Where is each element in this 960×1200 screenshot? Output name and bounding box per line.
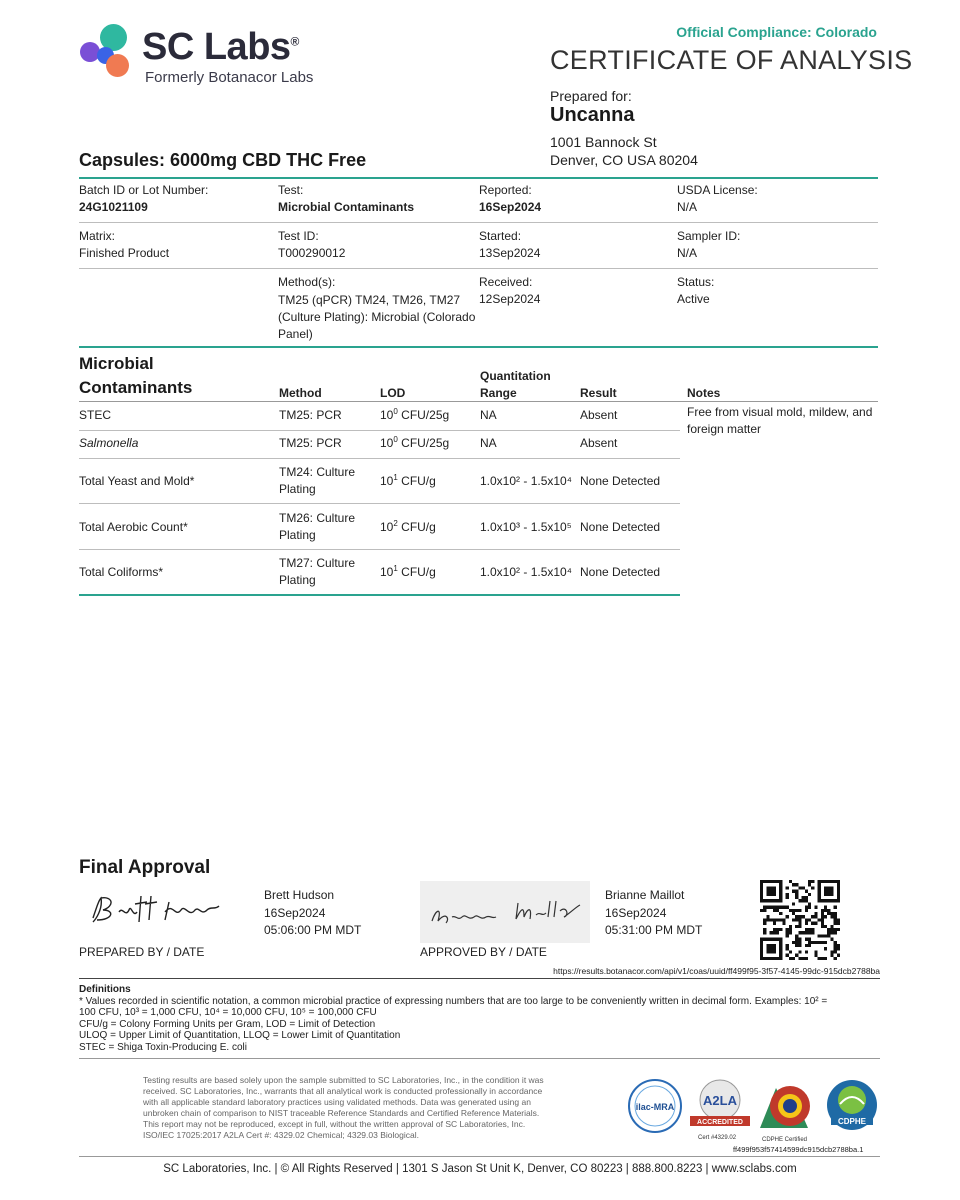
table-row-divider: [79, 458, 680, 459]
table-row-result: None Detected: [580, 520, 661, 534]
table-row-lod: $10^0$ CFU/25g: [380, 435, 450, 450]
table-row-result: Absent: [580, 436, 618, 450]
product-name: Capsules: 6000mg CBD THC Free: [79, 150, 367, 170]
col-header-lod: LOD: [380, 386, 406, 400]
col-header-method: Method: [279, 386, 322, 400]
footer-divider: [79, 1156, 880, 1157]
received-value: 12Sep2024: [479, 292, 541, 306]
approver-caption: APPROVED BY / DATE: [420, 945, 547, 959]
method-label: Method(s):: [278, 275, 336, 289]
preparer-time: 05:06:00 PM MDT: [264, 923, 362, 937]
table-row-lod: $10^1$ CFU/g: [380, 564, 436, 579]
cdphe-caption: CDPHE Certified: [762, 1137, 808, 1143]
sampler-value: N/A: [677, 246, 698, 260]
info-divider-1: [79, 222, 878, 223]
sampler-label: Sampler ID:: [677, 229, 741, 243]
preparer-caption: PREPARED BY / DATE: [79, 945, 205, 959]
table-row-lod: $10^0$ CFU/25g: [380, 407, 450, 422]
approver-date: 16Sep2024: [605, 906, 667, 920]
preparer-signature: [85, 888, 235, 933]
compliance-label: Official Compliance: Colorado: [676, 24, 877, 40]
status-value: Active: [677, 292, 710, 306]
prepared-for-label: Prepared for:: [550, 88, 632, 104]
received-label: Received:: [479, 275, 533, 289]
table-row-divider: [79, 549, 680, 550]
approver-signature: [420, 881, 590, 943]
document-title: CERTIFICATE OF ANALYSIS: [550, 45, 913, 75]
table-row-lod: $10^1$ CFU/g: [380, 473, 436, 488]
preparer-date: 16Sep2024: [264, 906, 326, 920]
table-row-range: NA: [480, 436, 497, 450]
table-row-divider: [79, 430, 680, 431]
verification-url[interactable]: https://results.botanacor.com/api/v1/coas/uuid/ff499f95-3f57-4145-99dc-915dcb2788ba: [553, 966, 880, 976]
sc-labs-logo-mark: [80, 24, 132, 76]
client-address-line-1: 1001 Bannock St: [550, 134, 657, 150]
started-label: Started:: [479, 229, 522, 243]
info-divider-2: [79, 268, 878, 269]
test-id-label: Test ID:: [278, 229, 319, 243]
status-label: Status:: [677, 275, 715, 289]
table-row-analyte: Total Yeast and Mold*: [79, 474, 195, 488]
table-row-lod: $10^2$ CFU/g: [380, 519, 436, 534]
test-label: Test:: [278, 183, 304, 197]
definitions-divider: [79, 1058, 880, 1059]
footer-text: SC Laboratories, Inc. | © All Rights Reserved | 1301 S Jason St Unit K, Denver, CO 80223 | 888.800.8223 | www.sclabs.com: [163, 1163, 797, 1175]
test-value: Microbial Contaminants: [278, 200, 415, 214]
table-row-method: TM25: PCR: [279, 408, 342, 422]
table-row-method: TM27: Culture Plating: [279, 556, 356, 587]
svg-text:A2LA: A2LA: [703, 1093, 737, 1108]
a2la-accredited-badge: [688, 1078, 752, 1141]
table-row-divider: [79, 503, 680, 504]
table-row-analyte: Total Aerobic Count*: [79, 520, 188, 534]
section-title: Microbial Contaminants: [79, 354, 193, 397]
info-bottom-divider: [79, 346, 878, 348]
approval-divider: [79, 978, 880, 979]
batch-value: 24G1021109: [79, 200, 148, 214]
svg-text:CDPHE: CDPHE: [837, 1117, 867, 1126]
reported-value: 16Sep2024: [479, 200, 542, 214]
matrix-label: Matrix:: [79, 229, 115, 243]
test-id-value: T000290012: [278, 246, 346, 260]
cdphe-hash: ff499f953f57414599dc915dcb2788ba.1: [733, 1145, 864, 1154]
col-header-result: Result: [580, 386, 617, 400]
preparer-name: Brett Hudson: [264, 888, 335, 902]
table-row-method: TM24: Culture Plating: [279, 465, 356, 496]
disclaimer-text: Testing results are based solely upon the sample submitted to SC Laboratories, Inc., in the condition it was received. SC Laboratories, Inc., warrants that all analytical work is conducted professionally in accordance with all applicable standard laboratory practices using validated methods. Data was generated using an unbroken chain of comparison to NIST traceable Reference Standards and Certified Reference Materials. This report may not be reproduced, except in full, without the written approval of SC Laboratories, Inc. ISO/IEC 17025:2017 A2LA Cert #: 4329.02 Chemical; 4329.03 Biological.: [143, 1075, 544, 1140]
col-header-range: Quantitation Range: [480, 369, 551, 400]
batch-label: Batch ID or Lot Number:: [79, 183, 209, 197]
definitions-block: Definitions * Values recorded in scientific notation, a common microbial practice of expressing numbers that are too large to be conveniently written in decimal form. Examples: 10² = 100 CFU, 10³ = 1,000 CFU, 10⁴ = 10,000 CFU, 10⁵ = 100,000 CFU CFU/g = Colony Forming Units per Gram, LOD = Limit of Detection ULOQ = Upper Limit of Quantitation, LLOQ = Lower Limit of Quantitation STEC = Shiga Toxin-Producing E. coli: [79, 984, 828, 1053]
table-row-result: None Detected: [580, 565, 661, 579]
approver-time: 05:31:00 PM MDT: [605, 923, 703, 937]
matrix-value: Finished Product: [79, 246, 170, 260]
table-row-range: NA: [480, 408, 497, 422]
table-row-method: TM26: Culture Plating: [279, 511, 356, 542]
reported-label: Reported:: [479, 183, 532, 197]
table-row-result: None Detected: [580, 474, 661, 488]
brand-name: SC Labs®: [142, 26, 299, 68]
table-row-result: Absent: [580, 408, 618, 422]
col-header-notes: Notes: [687, 386, 721, 400]
a2la-cert-number: Cert #4329.02: [698, 1135, 737, 1141]
brand-subtitle: Formerly Botanacor Labs: [145, 69, 314, 86]
client-name: Uncanna: [550, 104, 635, 126]
table-row-range: 1.0x10² - 1.5x10⁴: [480, 474, 572, 488]
usda-label: USDA License:: [677, 183, 758, 197]
colorado-badge: [756, 1078, 822, 1134]
table-row-range: 1.0x10² - 1.5x10⁴: [480, 565, 572, 579]
notes-text: Free from visual mold, mildew, and foreign matter: [687, 405, 873, 436]
table-row-method: TM25: PCR: [279, 436, 342, 450]
table-row-range: 1.0x10³ - 1.5x10⁵: [480, 520, 572, 534]
cdphe-badge: [825, 1078, 879, 1132]
approver-name: Brianne Maillot: [605, 888, 685, 902]
table-row-analyte: Total Coliforms*: [79, 565, 164, 579]
svg-text:ACCREDITED: ACCREDITED: [697, 1119, 743, 1126]
qr-code[interactable]: [760, 880, 840, 960]
final-approval-title: Final Approval: [79, 857, 211, 878]
ilac-mra-badge: [627, 1078, 683, 1134]
client-address-line-2: Denver, CO USA 80204: [550, 152, 698, 168]
table-header-divider: [79, 401, 878, 402]
usda-value: N/A: [677, 200, 698, 214]
method-value: TM25 (qPCR) TM24, TM26, TM27 (Culture Plating): Microbial (Colorado Panel): [278, 293, 476, 341]
table-bottom-divider: [79, 594, 680, 596]
table-row-analyte: STEC: [79, 408, 112, 422]
info-top-divider: [79, 177, 878, 179]
table-row-analyte: Salmonella: [79, 436, 139, 450]
svg-text:ilac-MRA: ilac-MRA: [635, 1102, 675, 1112]
started-value: 13Sep2024: [479, 246, 541, 260]
